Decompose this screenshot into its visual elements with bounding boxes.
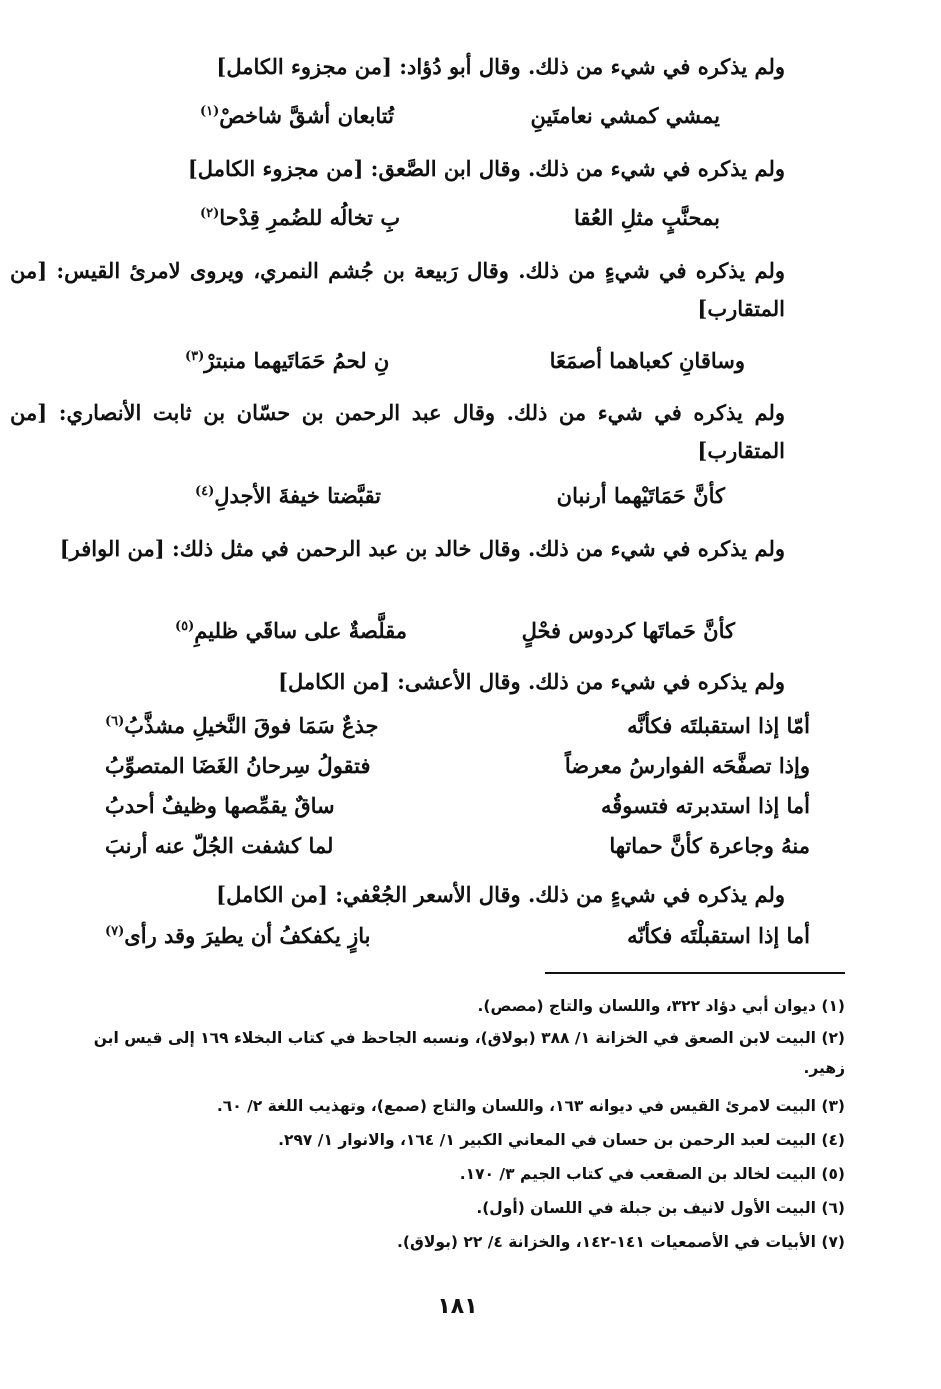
footnote-4: (٤) البيت لعبد الرحمن بن حسان في المعاني الكبير ١/ ١٦٤، والانوار ١/ ٢٩٧.	[278, 1131, 845, 1149]
verse-5-second-hemistich: مقلَّصةٌ على ساقَي ظليمِ$^{(٥)}$	[175, 618, 408, 643]
verse-5-first-hemistich: كأنَّ حَماتَها كردوس فحْلٍ	[521, 618, 735, 643]
verse-9-first-hemistich: منهُ وجاعرة كأنَّ حماتها	[609, 833, 810, 858]
verse-10-first-hemistich: أما إذا استقبلْتَه فكأنّه	[627, 923, 810, 948]
verse-10-second-hemistich: بازٍ يكفكفُ أن يطيرَ وقد رأى$^{(٧)}$	[105, 923, 371, 948]
verse-7	[105, 748, 810, 784]
verse-8-first-hemistich: أما إذا استدبرته فتسوقُه	[600, 793, 810, 818]
footnote-separator	[545, 972, 845, 974]
footnote-ref-2: (٢)	[200, 206, 220, 221]
footnote-ref-6: (٦)	[105, 714, 125, 729]
footnote-2: (٢) البيت لابن الصعق في الخزانة ١/ ٣٨٨ (بولاق)، ونسبه الجاحظ في كتاب البخلاء ١٦٩ إلى قيس ابن زهير.	[93, 1029, 845, 1077]
verse-8-second-hemistich: ساقٌ يقمِّصها وظيفٌ أحدبُ	[105, 793, 335, 818]
verse-6-second-hemistich: جذعٌ سَمَا فوقَ النَّخيلِ مشذَّبُ$^{(٦)}$	[105, 713, 379, 738]
verse-1-second-hemistich: تُتابعان أشقَّ شاخصْ$^{(١)}$	[200, 103, 394, 128]
paragraph-3: ولم يذكره في شيءٍ من ذلك. وقال رَبيعة بن جُشم النمري، ويروى لامرئ القيس: [من المتقارب]	[10, 258, 785, 321]
book-page	[10, 38, 845, 1358]
verse-4-second-hemistich: تقبَّضتا خيفةَ الأجدلِ$^{(٤)}$	[195, 483, 381, 508]
verse-1-first-hemistich: يمشي كمشي نعامتَينِ	[530, 103, 720, 128]
page-number: ١٨١	[437, 1294, 478, 1319]
verse-2	[200, 200, 720, 236]
verse-3-second-hemistich: نِ لحمُ حَمَاتَيهما منبترْ$^{(٣)}$	[185, 348, 390, 373]
paragraph-1: ولم يذكره في شيء من ذلك. وقال أبو دُؤاد: [من مجزوء الكامل]	[216, 54, 785, 79]
verse-3	[185, 343, 745, 379]
footnote-ref-5: (٥)	[175, 619, 195, 634]
footnote-ref-1: (١)	[200, 104, 220, 119]
paragraph-7: ولم يذكره في شيءٍ من ذلك. وقال الأسعر الجُعْفي: [من الكامل]	[216, 882, 785, 907]
paragraph-4: ولم يذكره في شيء من ذلك. وقال عبد الرحمن بن حسّان بن ثابت الأنصاري: [من المتقارب]	[10, 400, 785, 463]
verse-6-first-hemistich: أمّا إذا استقبلتَه فكأنَّه	[627, 713, 810, 738]
verse-4	[195, 478, 725, 514]
verse-6	[105, 708, 810, 744]
footnote-6: (٦) البيت الأول لانيف بن جبلة في اللسان (أول).	[476, 1199, 845, 1217]
footnote-1: (١) ديوان أبي دؤاد ٣٢٢، واللسان والتاج (مصص).	[477, 997, 845, 1015]
verse-1	[200, 98, 720, 134]
footnote-ref-4: (٤)	[195, 484, 215, 499]
verse-2-first-hemistich: بمحنَّبٍ مثلِ العُقا	[574, 205, 720, 230]
paragraph-6: ولم يذكره في شيء من ذلك. وقال الأعشى: [من الكامل]	[278, 669, 785, 694]
verse-7-first-hemistich: وإذا تصفَّحَه الفوارسُ معرضاً	[564, 753, 810, 778]
footnote-7: (٧) الأبيات في الأصمعيات ١٤١-١٤٢، والخزانة ٤/ ٢٢ (بولاق).	[396, 1233, 845, 1251]
verse-9-second-hemistich: لما كشفت الجُلّ عنه أرنبَ	[105, 833, 334, 858]
verse-7-second-hemistich: فتقولُ سِرحانُ الغَضَا المتصوِّبُ	[105, 753, 371, 778]
footnote-3: (٣) البيت لامرئ القيس في ديوانه ١٦٣، واللسان والتاج (صمع)، وتهذيب اللغة ٢/ ٦٠.	[216, 1097, 845, 1115]
verse-4-first-hemistich: كأنَّ حَمَاتَيْهما أرنبان	[556, 483, 725, 508]
footnote-5: (٥) البيت لخالد بن الصقعب في كتاب الجيم ٣/ ١٧٠.	[459, 1165, 845, 1183]
paragraph-2: ولم يذكره في شيء من ذلك. وقال ابن الصَّعق: [من مجزوء الكامل]	[187, 156, 785, 181]
verse-8	[105, 788, 810, 824]
verse-10	[105, 918, 810, 954]
verse-3-first-hemistich: وساقانِ كعباهما أصمَعَا	[549, 348, 745, 373]
paragraph-5: ولم يذكره في شيء من ذلك. وقال خالد بن عبد الرحمن في مثل ذلك: [من الوافر]	[59, 536, 785, 561]
footnote-ref-7: (٧)	[105, 924, 125, 939]
verse-2-second-hemistich: بِ تخالُه للضُمرِ قِدْحا$^{(٢)}$	[200, 205, 401, 230]
footnote-ref-3: (٣)	[185, 349, 205, 364]
verse-5	[175, 613, 735, 649]
verse-9	[105, 828, 810, 864]
